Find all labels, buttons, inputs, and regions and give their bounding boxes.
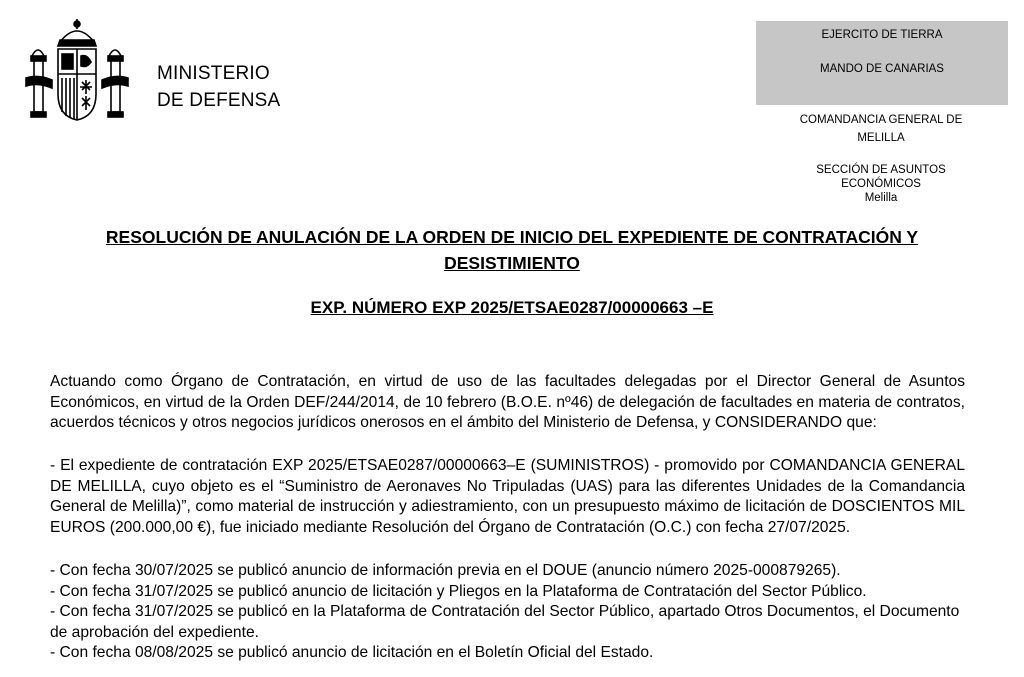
unit-name <box>770 111 992 147</box>
ministry-line-1: MINISTERIO <box>157 63 270 84</box>
unit-line-1: COMANDANCIA GENERAL DE <box>799 114 963 126</box>
section-line-2: ECONÓMICOS <box>841 178 921 190</box>
ministry-name <box>157 60 280 114</box>
ministry-line-2: DE DEFENSA <box>157 90 281 111</box>
coat-of-arms-icon <box>22 16 132 128</box>
command-box-line-2: MANDO DE CANARIAS <box>820 63 944 75</box>
section-name <box>770 163 992 205</box>
list-item: - Con fecha 31/07/2025 se publicó anuncio de licitación y Pliegos en la Plataforma de Contratación del Sector Público. <box>50 582 867 600</box>
section-line-3: Melilla <box>864 192 898 204</box>
considerando-point-1: - El expediente de contratación EXP 2025/ETSAE0287/00000663–E (SUMINISTROS) - promovido por COMANDANCIA GENERAL DE MELILLA, cuyo objeto es el “Suministro de Aeronaves No Tripuladas (UAS) para las diferentes Unidades de la Comandancia General de Melilla)”, como material de instrucción y adiestramiento, con un presupuesto máximo de licitación de DOSCIENTOS MIL EUROS (200.000,00 €), fue iniciado mediante Resolución del Órgano de Contratación (O.C.) con fecha 27/07/2025. <box>50 457 965 536</box>
expedient-number: EXP. NÚMERO EXP 2025/ETSAE0287/00000663 –E <box>310 298 714 317</box>
list-item: - Con fecha 30/07/2025 se publicó anuncio de información previa en el DOUE (anuncio número 2025-000879265). <box>50 562 841 579</box>
document-title: RESOLUCIÓN DE ANULACIÓN DE LA ORDEN DE INICIO DEL EXPEDIENTE DE CONTRATACIÓN Y DESISTIMIENTO <box>105 227 919 273</box>
section-line-1: SECCIÓN DE ASUNTOS <box>816 164 946 176</box>
intro-paragraph: Actuando como Órgano de Contratación, en virtud de uso de las facultades delegadas por el Director General de Asuntos Económicos, en virtud de la Orden DEF/244/2014, de 10 febrero (B.O.E. nº46) de delegación de facultades en materia de contratos, acuerdos técnicos y otros negocios jurídicos onerosos en el ámbito del Ministerio de Defensa, y CONSIDERANDO que: <box>50 373 965 431</box>
list-item: - Con fecha 08/08/2025 se publicó anuncio de licitación en el Boletín Oficial del Estado. <box>50 644 654 661</box>
command-box-line-1: EJERCITO DE TIERRA <box>821 29 943 41</box>
publication-list <box>50 561 965 664</box>
list-item: - Con fecha 31/07/2025 se publicó en la Plataforma de Contratación del Sector Público, apartado Otros Documentos, el Documento de aprobación del expediente. <box>50 603 960 641</box>
command-box <box>756 21 1008 105</box>
unit-line-2: MELILLA <box>857 132 905 144</box>
